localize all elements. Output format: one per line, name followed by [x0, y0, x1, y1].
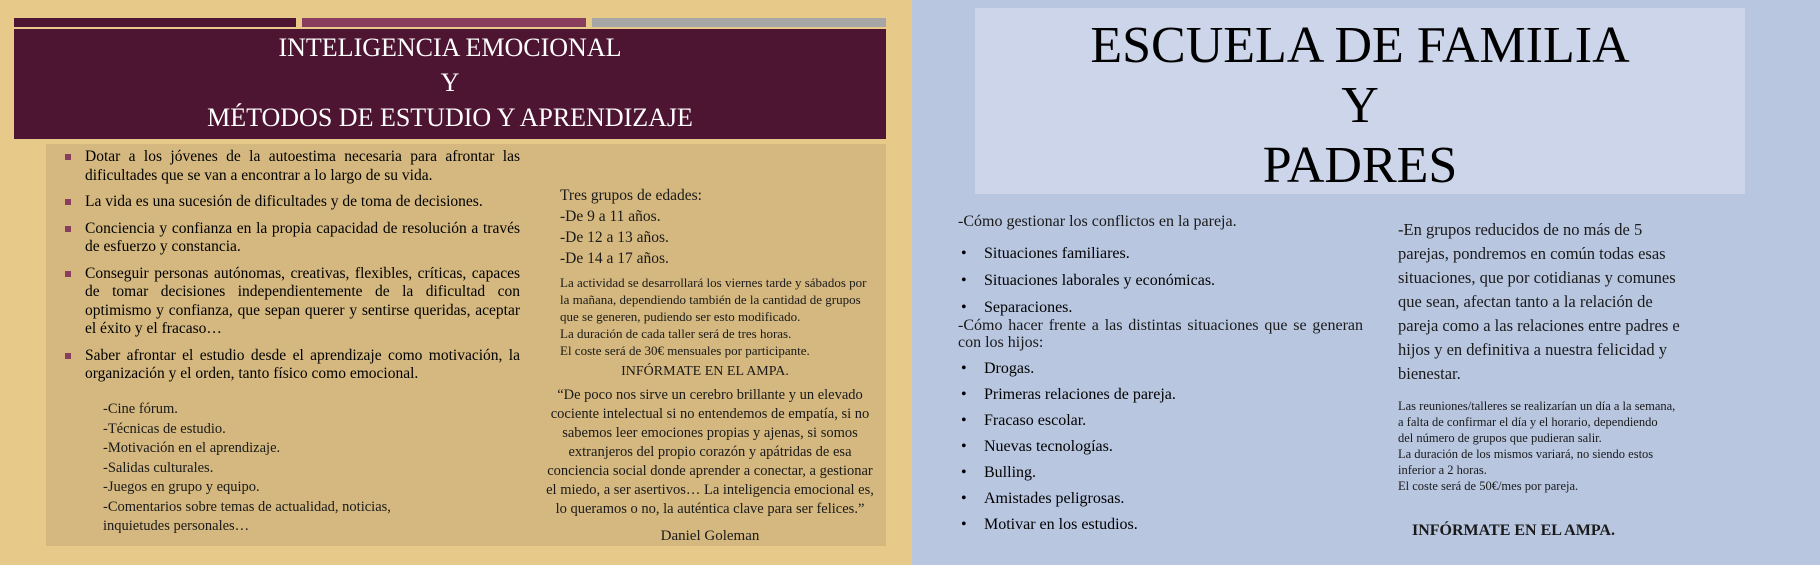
bullet-dot-icon: •: [961, 245, 967, 262]
quote: [520, 386, 900, 519]
bullet-dot-icon: •: [961, 272, 967, 289]
quote-author: Daniel Goleman: [660, 528, 760, 544]
left-cta: INFÓRMATE EN EL AMPA.: [621, 364, 789, 379]
bullet-dot-icon: •: [961, 464, 967, 481]
objective-item: Conciencia y confianza en la propia capacidad de resolución a través de esfuerzo y constancia.: [65, 220, 520, 257]
activity-item: -Comentarios sobre temas de actualidad, noticias,: [103, 498, 391, 515]
activity-item: -Motivación en el aprendizaje.: [103, 440, 281, 456]
right-cta: INFÓRMATE EN EL AMPA.: [1412, 522, 1615, 539]
schedule-line: la mañana, dependiendo también de la cantidad de grupos: [560, 292, 861, 307]
quote-line: el miedo, a ser asertivos… La inteligencia emocional es,: [546, 482, 874, 498]
section1-heading: -Cómo gestionar los conflictos en la pareja.: [958, 213, 1237, 230]
objective-item: Dotar a los jóvenes de la autoestima necesaria para afrontar las dificultades que se van a encontrar a lo largo de su vida.: [65, 148, 520, 185]
accent-bar-3: [592, 18, 886, 27]
section2-list: [958, 356, 1176, 538]
square-bullet-icon: [65, 226, 71, 232]
groups-paragraph: [1398, 218, 1680, 386]
paragraph-line: bienestar.: [1398, 364, 1461, 383]
quote-line: extranjeros del propio corazón y apátridas de esa: [568, 444, 852, 460]
schedule-line: El coste será de 30€ mensuales por participante.: [560, 343, 810, 358]
section1-item: • Situaciones laborales y económicas.: [958, 267, 1215, 294]
schedule-line: que se generen, pudiendo ser esto modificado.: [560, 309, 801, 324]
bullet-dot-icon: •: [961, 299, 967, 316]
quote-line: lo queramos o no, la auténtica clave para ser felices.”: [555, 501, 865, 517]
title-line-1: ESCUELA DE FAMILIA: [1090, 17, 1630, 74]
section2-item: • Nuevas tecnologías.: [958, 434, 1176, 460]
bullet-dot-icon: •: [961, 360, 967, 377]
activity-item: -Juegos en grupo y equipo.: [103, 479, 260, 495]
accent-bar-2: [302, 18, 586, 27]
meetings-line: del número de grupos que pudieran salir.: [1398, 431, 1602, 445]
age-groups-heading: Tres grupos de edades:: [560, 187, 702, 204]
paragraph-line: pareja como a las relaciones entre padres e: [1398, 316, 1680, 335]
objective-item: Conseguir personas autónomas, creativas, flexibles, críticas, capaces de tomar decisiones independientemente de la dificultad con optimismo y confianza, que sepan querer y sentirse queridas, aceptar el éxito y el fracaso…: [65, 265, 520, 339]
objective-item: Saber afrontar el estudio desde el aprendizaje como motivación, la organización y el orden, tanto físico como emocional.: [65, 347, 520, 384]
activity-item: -Cine fórum.: [103, 401, 178, 417]
section1-item: • Separaciones.: [958, 294, 1215, 321]
banner-line-3: MÉTODOS DE ESTUDIO Y APRENDIZAJE: [207, 103, 693, 132]
section2-item: • Primeras relaciones de pareja.: [958, 382, 1176, 408]
meetings-line: inferior a 2 horas.: [1398, 463, 1487, 477]
age-groups: [560, 185, 702, 269]
banner-line-2: Y: [440, 68, 460, 97]
square-bullet-icon: [65, 271, 71, 277]
quote-line: “De poco nos sirve un cerebro brillante y un elevado: [557, 387, 863, 403]
title-line-2: Y: [1341, 77, 1379, 134]
section2-heading: -Cómo hacer frente a las distintas situaciones que se generan con los hijos:: [958, 317, 1363, 351]
activity-item: -Técnicas de estudio.: [103, 420, 226, 437]
section1-list: [958, 240, 1215, 321]
section2-item: • Bulling.: [958, 460, 1176, 486]
title-line-3: PADRES: [1262, 137, 1458, 194]
paragraph-line: situaciones, que por cotidianas y comunes: [1398, 268, 1676, 287]
accent-bar-1: [14, 18, 296, 27]
objectives-list: [65, 148, 520, 392]
paragraph-line: hijos y en definitiva a nuestra felicidad y: [1398, 340, 1667, 359]
meetings-line: Las reuniones/talleres se realizarían un día a la semana,: [1398, 399, 1676, 413]
banner-line-1: INTELIGENCIA EMOCIONAL: [278, 33, 622, 62]
title-banner: [14, 29, 886, 139]
bullet-dot-icon: •: [961, 412, 967, 429]
paragraph-line: -En grupos reducidos de no más de 5: [1398, 220, 1643, 239]
paragraph-line: que sean, afectan tanto a la relación de: [1398, 292, 1653, 311]
age-group-item: -De 9 a 11 años.: [560, 208, 661, 225]
schedule-info: [560, 274, 866, 359]
meetings-line: a falta de confirmar el día y el horario, dependiendo: [1398, 415, 1658, 429]
square-bullet-icon: [65, 353, 71, 359]
activities-list: [103, 400, 391, 537]
objective-item: La vida es una sucesión de dificultades y de toma de decisiones.: [65, 193, 520, 212]
section1-item: • Situaciones familiares.: [958, 240, 1215, 267]
section2-item: • Amistades peligrosas.: [958, 486, 1176, 512]
schedule-line: La actividad se desarrollará los viernes tarde y sábados por: [560, 275, 867, 290]
bullet-dot-icon: •: [961, 490, 967, 507]
square-bullet-icon: [65, 154, 71, 160]
square-bullet-icon: [65, 199, 71, 205]
age-group-item: -De 14 a 17 años.: [560, 250, 669, 267]
activity-item: -Salidas culturales.: [103, 459, 214, 476]
section2-item: • Fracaso escolar.: [958, 408, 1176, 434]
quote-line: cociente intelectual si no entendemos de empatía, si no: [550, 406, 870, 422]
bullet-dot-icon: •: [961, 386, 967, 403]
meetings-line: El coste será de 50€/mes por pareja.: [1398, 479, 1579, 493]
activity-item: inquietudes personales…: [103, 518, 250, 534]
quote-line: conciencia social donde aprender a conectar, a gestionar: [547, 463, 873, 479]
section2-item: • Drogas.: [958, 356, 1176, 382]
meetings-line: La duración de los mismos variará, no siendo estos: [1398, 447, 1654, 461]
quote-line: sabemos leer emociones propias y ajenas, si somos: [562, 425, 858, 441]
paragraph-line: parejas, pondremos en común todas esas: [1398, 244, 1666, 263]
bullet-dot-icon: •: [961, 516, 967, 533]
bullet-dot-icon: •: [961, 438, 967, 455]
schedule-line: La duración de cada taller será de tres horas.: [560, 326, 792, 341]
meetings-info: [1398, 398, 1675, 494]
section2-item: • Motivar en los estudios.: [958, 512, 1176, 538]
age-group-item: -De 12 a 13 años.: [560, 229, 669, 246]
